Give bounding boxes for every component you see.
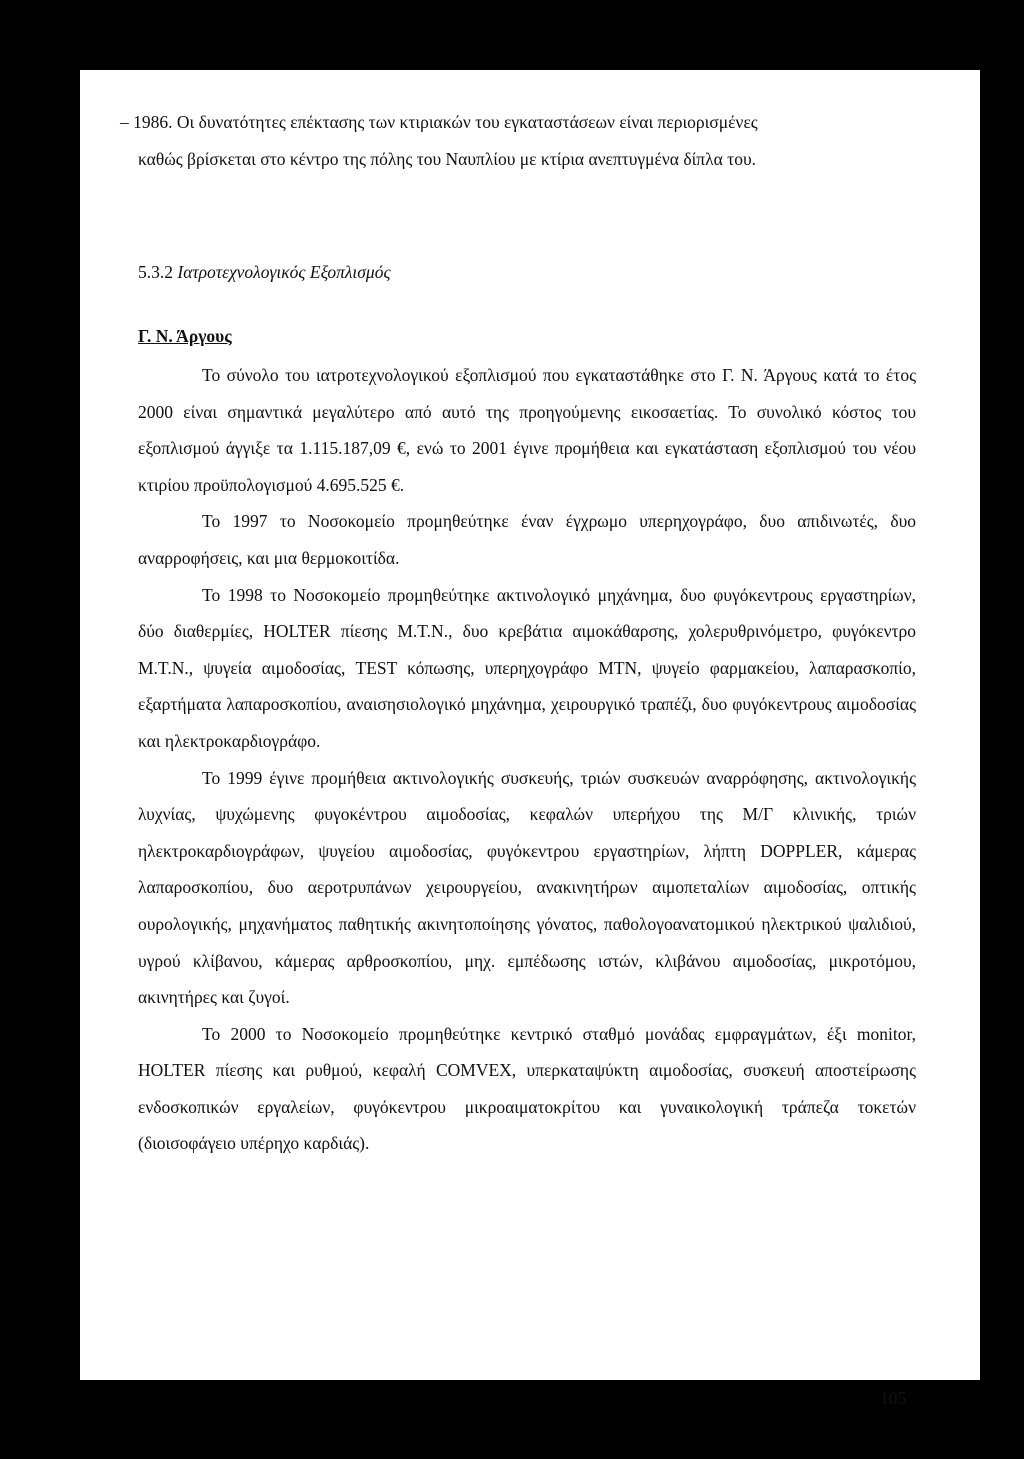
- body-text: [138, 357, 916, 1162]
- paragraph-1997: Το 1997 το Νοσοκομείο προμηθεύτηκε έναν έγχρωμο υπερηχογράφο, δυο απιδινωτές, δυο αναρροφήσεις, και μια θερμοκοιτίδα.: [138, 511, 916, 568]
- lead-line-2: καθώς βρίσκεται στο κέντρο της πόλης του Ναυπλίου με κτίρια ανεπτυγμένα δίπλα του.: [138, 149, 756, 169]
- paragraph-overview: Το σύνολο του ιατροτεχνολογικού εξοπλισμού που εγκαταστάθηκε στο Γ. Ν. Άργους κατά το έτος 2000 είναι σημαντικά μεγαλύτερο από αυτό της προηγούμενης εικοσαετίας. Το συνολικό κόστος του εξοπλισμού άγγιξε τα 1.115.187,09 €, ενώ το 2001 έγινε προμήθεια και εγκατάσταση εξοπλισμού του νέου κτιρίου προϋπολογισμού 4.695.525 €.: [138, 365, 916, 495]
- section-title: Ιατροτεχνολογικός Εξοπλισμός: [177, 262, 391, 282]
- page-number: 105: [880, 1388, 907, 1408]
- paragraph-1999: Το 1999 έγινε προμήθεια ακτινολογικής συσκευής, τριών συσκευών αναρρόφησης, ακτινολογικής λυχνίας, ψυχώμενης φυγοκέντρου αιμοδοσίας, κεφαλών υπερήχου της Μ/Γ κλινικής, τριών ηλεκτροκαρδιογράφων, ψυγείου αιμοδοσίας, φυγόκεντρου εργαστηρίων, λήπτη DOPPLER, κάμερας λαπαροσκοπίου, δυο αεροτρυπάνων χειρουργείου, ανακινητήρων αιμοπεταλίων αιμοδοσίας, οπτικής ουρολογικής, μηχανήματος παθητικής ακινητοποίησης γόνατος, παθολογοανατομικού ηλεκτρικού ψαλιδιού, υγρού κλίβανου, κάμερας αρθροσκοπίου, μηχ. εμπέδωσης ιστών, κλιβάνου αιμοδοσίας, μικροτόμου, ακινητήρες και ζυγοί.: [138, 767, 916, 1008]
- lead-line-1: – 1986. Οι δυνατότητες επέκτασης των κτιριακών του εγκαταστάσεων είναι περιορισμένες: [120, 112, 758, 132]
- lead-paragraph: [120, 104, 916, 178]
- paragraph-1998: Το 1998 το Νοσοκομείο προμηθεύτηκε ακτινολογικό μηχάνημα, δυο φυγόκεντρους εργαστηρίων, δύο διαθερμίες, HOLTER πίεσης Μ.Τ.Ν., δυο κρεβάτια αιμοκάθαρσης, χολερυθρινόμετρο, φυγόκεντρο Μ.Τ.Ν., ψυγεία αιμοδοσίας, TEST κόπωσης, υπερηχογράφο MTN, ψυγείο φαρμακείου, λαπαρασκοπίο, εξαρτήματα λαπαροσκοπίου, αναισησιολογικό μηχάνημα, χειρουργικό τραπέζι, δυο φυγόκεντρους αιμοδοσίας και ηλεκτροκαρδιογράφο.: [138, 584, 916, 751]
- paragraph-2000: Το 2000 το Νοσοκομείο προμηθεύτηκε κεντρικό σταθμό μονάδας εμφραγμάτων, έξι monitor, HOLTER πίεσης και ρυθμού, κεφαλή COMVEX, υπερκαταψύκτη αιμοδοσίας, συσκευή αποστείρωσης ενδοσκοπικών εργαλείων, φυγόκεντρου μικροαιματοκρίτου και γυναικολογική τράπεζα τοκετών (διοισοφάγειο υπέρηχο καρδιάς).: [138, 1023, 916, 1154]
- section-number: 5.3.2: [138, 262, 173, 282]
- subsection-heading: Γ. Ν. Άργους: [138, 326, 232, 346]
- section-heading: [138, 262, 391, 283]
